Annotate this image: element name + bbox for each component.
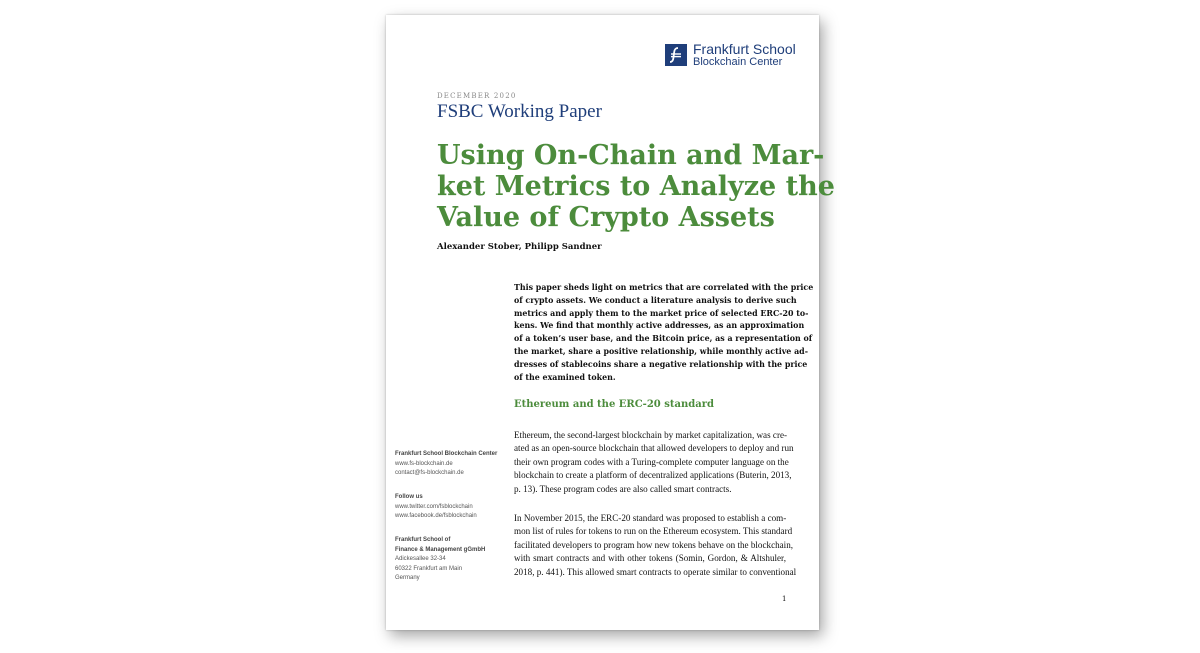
logo-text [693,42,796,68]
abstract-line: of the examined token. [514,372,616,382]
paper-title [437,140,835,233]
abstract-line: kens. We find that monthly active addresses, as an approximation [514,321,805,331]
sidebar-email-link[interactable]: contact@fs-blockchain.de [395,470,464,477]
paragraph-line: with smart contracts and with other tokens (Somin, Gordon, & Altshuler, [514,553,786,564]
fs-logo-icon [665,44,687,66]
abstract-line: dresses of stablecoins share a negative relationship with the price [514,359,808,369]
abstract-line: of crypto assets. We conduct a literature analysis to derive such [514,295,797,305]
authors: Alexander Stober, Philipp Sandner [437,242,602,252]
publication-date: DECEMBER 2020 [437,92,517,100]
page-number: 1 [782,595,787,603]
sidebar-follow [395,493,477,522]
sidebar-address [395,536,485,584]
abstract-line: the market, share a positive relationship, while monthly active ad- [514,346,808,356]
sidebar-org-line-2: Finance & Management gGmbH [395,546,486,553]
logo-line-2: Blockchain Center [693,56,783,68]
abstract-line: of a token’s user base, and the Bitcoin price, as a representation of [514,334,813,344]
paragraph-line: facilitated developers to program how new tokens behave on the blockchain, [514,539,794,550]
section-heading: Ethereum and the ERC-20 standard [514,399,714,410]
logo-line-1: Frankfurt School [693,41,796,57]
sidebar-country: Germany [395,575,420,582]
paper-page [386,15,835,630]
fsbc-logo [665,42,796,68]
paragraph-line: ated as an open-source blockchain that allowed developers to deploy and run [514,443,794,454]
paragraph-line: In November 2015, the ERC-20 standard was proposed to establish a com- [514,513,787,523]
title-line: ket Metrics to Analyze the [437,171,835,202]
sidebar-street: Adickesallee 32-34 [395,556,446,563]
title-line: Using On-Chain and Mar- [437,140,825,171]
sidebar-twitter-link[interactable]: www.twitter.com/fsblockchain [395,503,473,510]
body-paragraph-2 [514,512,797,579]
sidebar-website-link[interactable]: www.fs-blockchain.de [395,460,453,467]
abstract-line: metrics and apply them to the market price of selected ERC-20 to- [514,308,809,318]
paragraph-line: 2018, p. 441). This allowed smart contracts to operate similar to conventional [514,566,797,577]
abstract [514,282,814,384]
title-line: Value of Crypto Assets [437,202,775,233]
paragraph-line: mon list of rules for tokens to run on the Ethereum ecosystem. This standard [514,526,793,537]
sidebar-facebook-link[interactable]: www.facebook.de/fsblockchain [395,513,477,520]
series-title: FSBC Working Paper [437,101,602,122]
sidebar-center-heading: Frankfurt School Blockchain Center [395,451,498,457]
body-paragraph-1 [514,429,794,496]
abstract-line: This paper sheds light on metrics that are correlated with the price [514,283,814,292]
sidebar-org-line-1: Frankfurt School of [395,537,451,543]
sidebar-contact [395,450,497,479]
paragraph-line: Ethereum, the second-largest blockchain by market capitalization, was cre- [514,430,788,440]
paragraph-line: their own program codes with a Turing-complete computer language on the [514,456,789,467]
sidebar-follow-heading: Follow us [395,494,423,500]
paragraph-line: blockchain to create a platform of decentralized applications (Buterin, 2013, [514,470,792,481]
sidebar-city: 60322 Frankfurt am Main [395,565,463,572]
paragraph-line: p. 13). These program codes are also called smart contracts. [514,483,732,494]
